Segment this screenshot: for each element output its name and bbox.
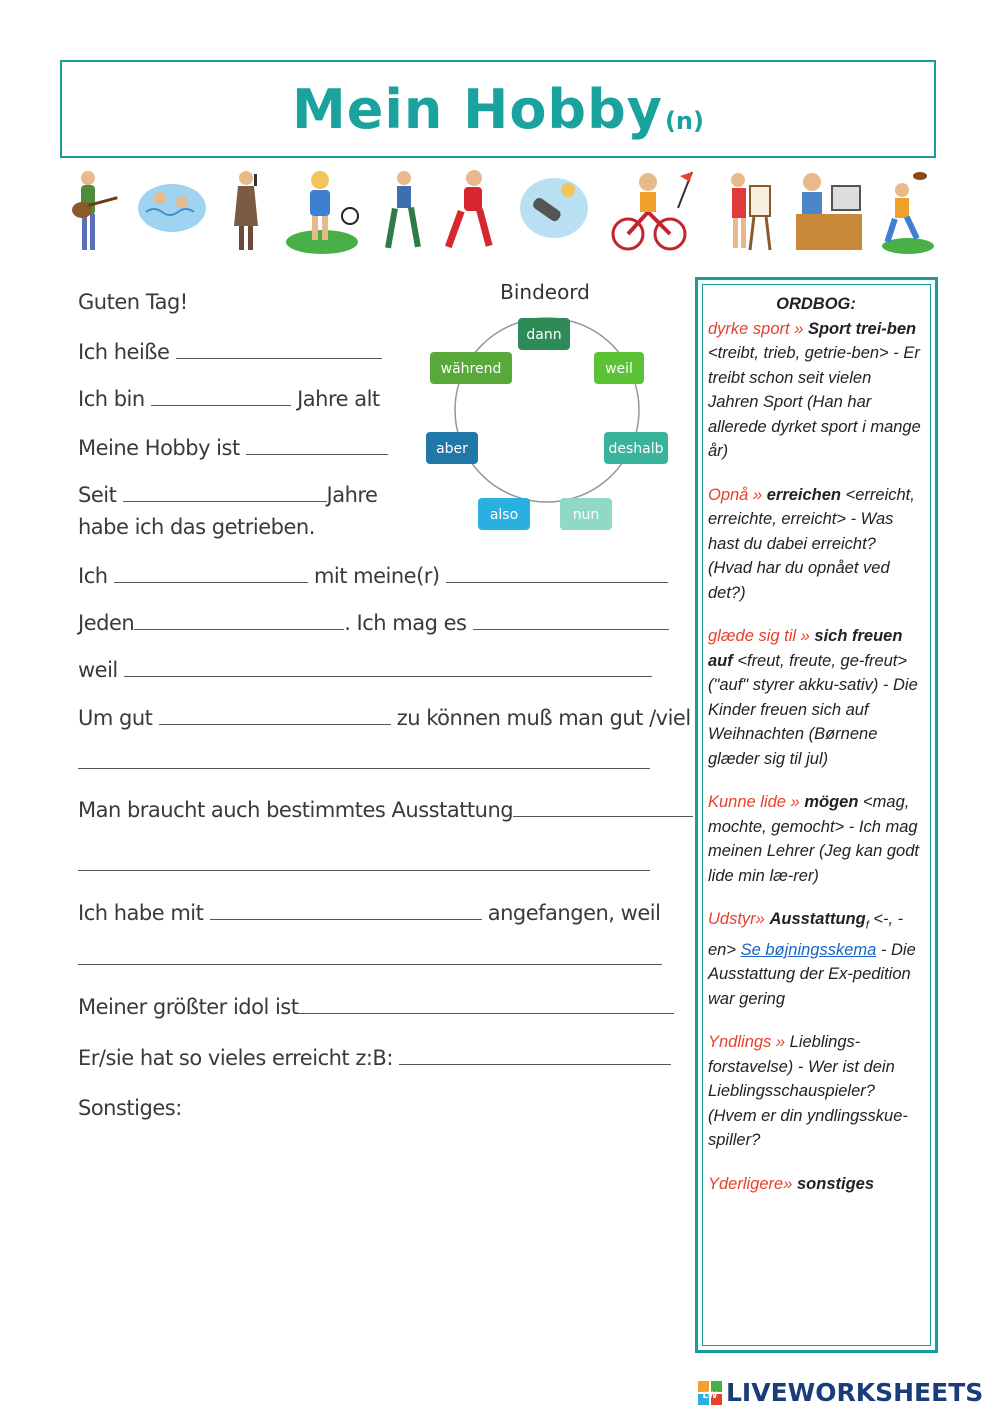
hobby-blank[interactable] [246, 434, 388, 455]
ordbog-entry-lieblings [708, 1030, 924, 1153]
wheel-word-weil[interactable] [594, 352, 644, 384]
entry-german: sonstiges [796, 1174, 875, 1193]
since-label-2: Jahre [326, 483, 378, 507]
hobby-illustrations [60, 168, 940, 256]
good-line [78, 704, 691, 730]
badge-text: LW [702, 1390, 718, 1401]
equipment-label: Man braucht auch bestimmtes Ausstattung [78, 798, 514, 822]
good-label-1: Um gut [78, 706, 153, 730]
ordbog-entry-freuen [708, 624, 924, 771]
wheel-word-dann[interactable] [518, 318, 570, 350]
idol-blank[interactable] [298, 993, 674, 1014]
liveworksheets-logo[interactable] [698, 1378, 983, 1407]
equipment-blank[interactable] [513, 796, 693, 817]
with-line [78, 562, 668, 588]
entry-german: Ausstattung [769, 910, 866, 928]
page-title: Mein Hobby [292, 77, 663, 141]
activity-blank[interactable] [114, 562, 308, 583]
with-label-1: Ich [78, 564, 108, 588]
wheel-label-dann: dann [526, 327, 562, 343]
entry-definition: <mag, mochte, gemocht> - Ich mag meinen Lehrer (Jeg kan godt lide min læ-rer) [708, 793, 919, 885]
age-blank[interactable] [151, 385, 291, 406]
age-label-1: Ich bin [78, 387, 145, 411]
ordbog-entry-sonstiges [708, 1172, 924, 1197]
cyclist-icon [608, 168, 700, 254]
entry-german: erreichen [766, 485, 842, 504]
achieved-line [78, 1044, 671, 1070]
conjugation-link[interactable]: Se bøjningsskema [740, 940, 877, 959]
hobby-label: Meine Hobby ist [78, 436, 240, 460]
entry-danish: glæde sig til » [708, 627, 810, 645]
entry-danish: Kunne lide » [708, 793, 800, 811]
ordbog-entry-erreichen [708, 483, 924, 606]
entry-german: mögen [804, 793, 859, 811]
entry-gender: f [865, 919, 869, 932]
idol-label: Meiner größter idol ist [78, 995, 299, 1019]
entry-danish: Yndlings » [708, 1033, 786, 1052]
wheel-label-also: also [489, 507, 519, 523]
logo-text: LIVEWORKSHEETS [726, 1378, 984, 1407]
entry-german: sich freuen auf [708, 627, 903, 670]
since-label-3: habe ich das getrieben. [78, 515, 315, 539]
started-answer-line [78, 944, 662, 970]
since-line [78, 481, 377, 507]
computer-user-icon [790, 168, 864, 254]
ordbog-entry-ausstattung [708, 907, 924, 1011]
wheel-word-waehrend[interactable] [430, 352, 512, 384]
like-blank[interactable] [473, 609, 669, 630]
swimmer-icon [136, 168, 208, 238]
soccer-player-icon [284, 168, 364, 254]
ordbog-entry-sport [708, 317, 924, 464]
entry-definition: <freut, freute, ge-freut> ("auf" styrer akku-sativ) - Die Kinder freuen sich auf Weihnachten (Børnene glæder sig til jul) [708, 651, 918, 768]
because-line [78, 656, 652, 682]
partner-blank[interactable] [446, 562, 668, 583]
because-label: weil [78, 658, 118, 682]
since-blank[interactable] [123, 481, 327, 502]
diver-icon [518, 168, 590, 244]
ordbog-box [695, 277, 938, 1353]
entry-definition: <treibt, trieb, getrie-ben> - Er treibt schon seit vielen Jahren Sport (Han har allerede dyrket sport i mange år) [708, 344, 921, 460]
age-line [78, 385, 380, 411]
entry-danish: dyrke sport » [708, 319, 804, 338]
name-label: Ich heiße [78, 340, 170, 364]
with-label-2: mit meine(r) [313, 564, 440, 588]
hobby-line [78, 434, 388, 460]
good-blank[interactable] [159, 704, 391, 725]
greeting-label: Guten Tag! [78, 290, 188, 314]
achieved-label: Er/sie hat so vieles erreicht z:B: [78, 1046, 393, 1070]
name-blank[interactable] [176, 338, 382, 359]
guitar-player-icon [64, 168, 120, 254]
wheel-label-nun: nun [572, 507, 600, 523]
started-label-1: Ich habe mit [78, 901, 204, 925]
runner-icon [444, 168, 500, 254]
page-title-suffix: (n) [664, 107, 704, 135]
entry-definition: - Die Ausstattung der Ex-pedition war gering [708, 940, 916, 1008]
ordbog-entry-moegen [708, 790, 924, 888]
wheel-label-deshalb: deshalb [608, 441, 664, 457]
liveworksheets-badge-icon [698, 1381, 722, 1405]
painter-icon [720, 168, 774, 254]
entry-forms: <-, -en> [708, 910, 904, 959]
entry-danish: Yderligere» [708, 1174, 793, 1193]
other-label: Sonstiges: [78, 1096, 182, 1120]
every-label-2: . Ich mag es [344, 611, 467, 635]
every-line [78, 609, 669, 635]
entry-danish: Udstyr» [708, 910, 765, 928]
wheel-label-weil: weil [605, 361, 633, 377]
equipment-answer-line [78, 850, 650, 876]
connector-wheel [420, 310, 680, 542]
wheel-word-aber[interactable] [426, 432, 478, 464]
entry-german: Sport trei-ben [807, 319, 917, 338]
wheel-label-waehrend: während [440, 361, 502, 377]
every-label-1: Jeden [78, 611, 135, 635]
entry-definition: <erreicht, erreichte, erreicht> - Was hast du dabei erreicht? (Hvad har du opnået ved det?) [708, 485, 915, 602]
singer-icon [224, 168, 268, 254]
other-line [78, 1096, 182, 1120]
football-player-icon [880, 168, 936, 254]
entry-danish: Opnå » [708, 485, 763, 504]
wheel-label-aber: aber [436, 441, 468, 457]
since-label-1: Seit [78, 483, 117, 507]
age-label-2: Jahre alt [297, 387, 380, 411]
started-answer-blank[interactable] [78, 944, 662, 965]
idol-line [78, 993, 674, 1019]
wheel-word-deshalb[interactable] [604, 432, 668, 464]
ordbog-content [708, 292, 924, 1196]
achieved-blank[interactable] [399, 1044, 671, 1065]
started-line [78, 899, 660, 925]
name-line [78, 338, 382, 364]
because-blank[interactable] [124, 656, 652, 677]
wheel-word-nun[interactable] [560, 498, 612, 530]
good-label-2: zu können muß man gut /viel [396, 706, 691, 730]
started-label-2: angefangen, weil [487, 901, 661, 925]
started-blank[interactable] [210, 899, 482, 920]
equipment-line [78, 796, 693, 822]
frequency-blank[interactable] [134, 609, 344, 630]
since-line-continued [78, 515, 315, 539]
wheel-word-also[interactable] [478, 498, 530, 530]
ordbog-heading: ORDBOG: [776, 295, 856, 313]
good-answer-line [78, 748, 650, 774]
dancer-icon [380, 168, 428, 254]
greeting-text [78, 290, 188, 314]
good-answer-blank[interactable] [78, 748, 650, 769]
entry-definition: Lieblings- forstavelse) - Wer ist dein Lieblingsschauspieler? (Hvem er din yndlingsskue-spiller? [708, 1033, 908, 1150]
wheel-title: Bindeord [500, 280, 590, 304]
equipment-answer-blank[interactable] [78, 850, 650, 871]
title-box [60, 60, 936, 158]
